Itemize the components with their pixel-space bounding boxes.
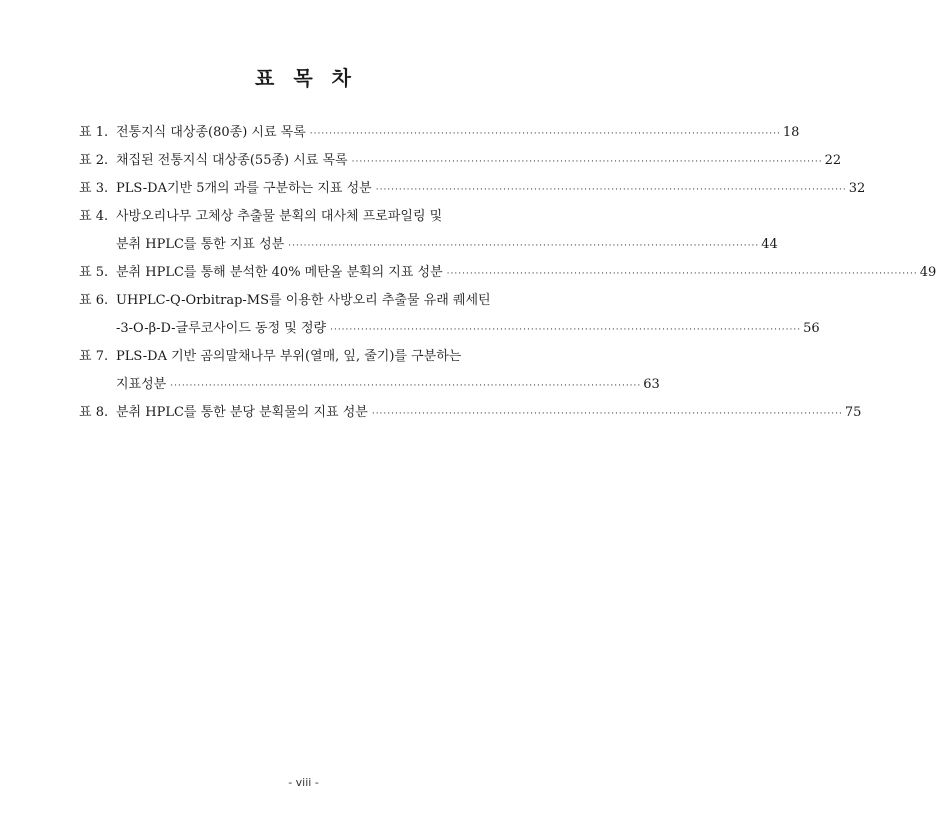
dot-leader: ··························································································································: [351, 157, 823, 167]
toc-entry[interactable]: [79, 289, 820, 345]
dot-leader: ··························································································································: [371, 409, 843, 419]
dot-leader: ··························································································································: [288, 241, 760, 251]
entry-number: 표 6.: [79, 293, 109, 308]
entry-page-number: 63: [643, 377, 660, 392]
entry-number: 표 3.: [79, 181, 109, 196]
toc-line: [79, 401, 862, 429]
toc-entry[interactable]: [79, 149, 842, 177]
entry-page-number: 22: [824, 153, 842, 168]
entry-title: 사방오리나무 고체상 추출물 분획의 대사체 프로파일링 및: [116, 209, 443, 224]
entry-page-number: 56: [803, 321, 820, 336]
toc-line-continued: [79, 317, 820, 345]
entry-title-continued: -3-O-β-D-글루코사이드 동정 및 정량: [116, 321, 327, 336]
entry-page-number: 44: [761, 237, 778, 252]
toc-line: [79, 121, 800, 149]
entry-number: 표 7.: [79, 349, 109, 364]
entry-page-number: 18: [782, 125, 800, 140]
table-of-contents: [79, 121, 936, 429]
entry-title-continued: 분취 HPLC를 통한 지표 성분: [116, 237, 285, 252]
entry-title: UHPLC-Q-Orbitrap-MS를 이용한 사방오리 추출물 유래 퀘세틴: [116, 293, 491, 308]
entry-page-number: 49: [919, 265, 936, 280]
toc-line: [79, 289, 529, 317]
entry-title: PLS-DA기반 5개의 과를 구분하는 지표 성분: [116, 181, 372, 196]
toc-line-continued: [79, 373, 660, 401]
entry-title: 분취 HPLC를 통한 분당 분획물의 지표 성분: [116, 405, 368, 420]
toc-entry[interactable]: [79, 177, 866, 205]
dot-leader: ··························································································································: [330, 325, 802, 335]
entry-number: 표 5.: [79, 265, 109, 280]
entry-title-continued: 지표성분: [116, 377, 167, 392]
entry-title: 채집된 전통지식 대상종(55종) 시료 목록: [116, 153, 348, 168]
entry-page-number: 32: [848, 181, 866, 196]
dot-leader: ··························································································································: [446, 269, 918, 279]
toc-line: [79, 205, 529, 233]
entry-number: 표 4.: [79, 209, 109, 224]
toc-line: [79, 149, 842, 177]
toc-entry[interactable]: [79, 345, 660, 401]
toc-line-continued: [79, 233, 778, 261]
entry-title: 전통지식 대상종(80종) 시료 목록: [116, 125, 306, 140]
toc-entry[interactable]: [79, 121, 800, 149]
page-title: 표 목 차: [255, 66, 352, 90]
toc-line: [79, 261, 936, 289]
toc-entry[interactable]: [79, 205, 778, 261]
toc-entry[interactable]: [79, 401, 862, 429]
entry-title: PLS-DA 기반 곰의말채나무 부위(열매, 잎, 줄기)를 구분하는: [116, 349, 462, 364]
toc-line: [79, 177, 866, 205]
entry-title: 분취 HPLC를 통해 분석한 40% 메탄올 분획의 지표 성분: [116, 265, 443, 280]
entry-page-number: 75: [844, 405, 862, 420]
entry-number: 표 8.: [79, 405, 109, 420]
entry-number: 표 1.: [79, 125, 109, 140]
toc-entry[interactable]: [79, 261, 936, 289]
entry-number: 표 2.: [79, 153, 109, 168]
page-footer: - viii -: [288, 776, 319, 789]
dot-leader: ··························································································································: [375, 185, 847, 195]
toc-line: [79, 345, 529, 373]
dot-leader: ··························································································································: [309, 129, 781, 139]
dot-leader: ··························································································································: [170, 381, 642, 391]
